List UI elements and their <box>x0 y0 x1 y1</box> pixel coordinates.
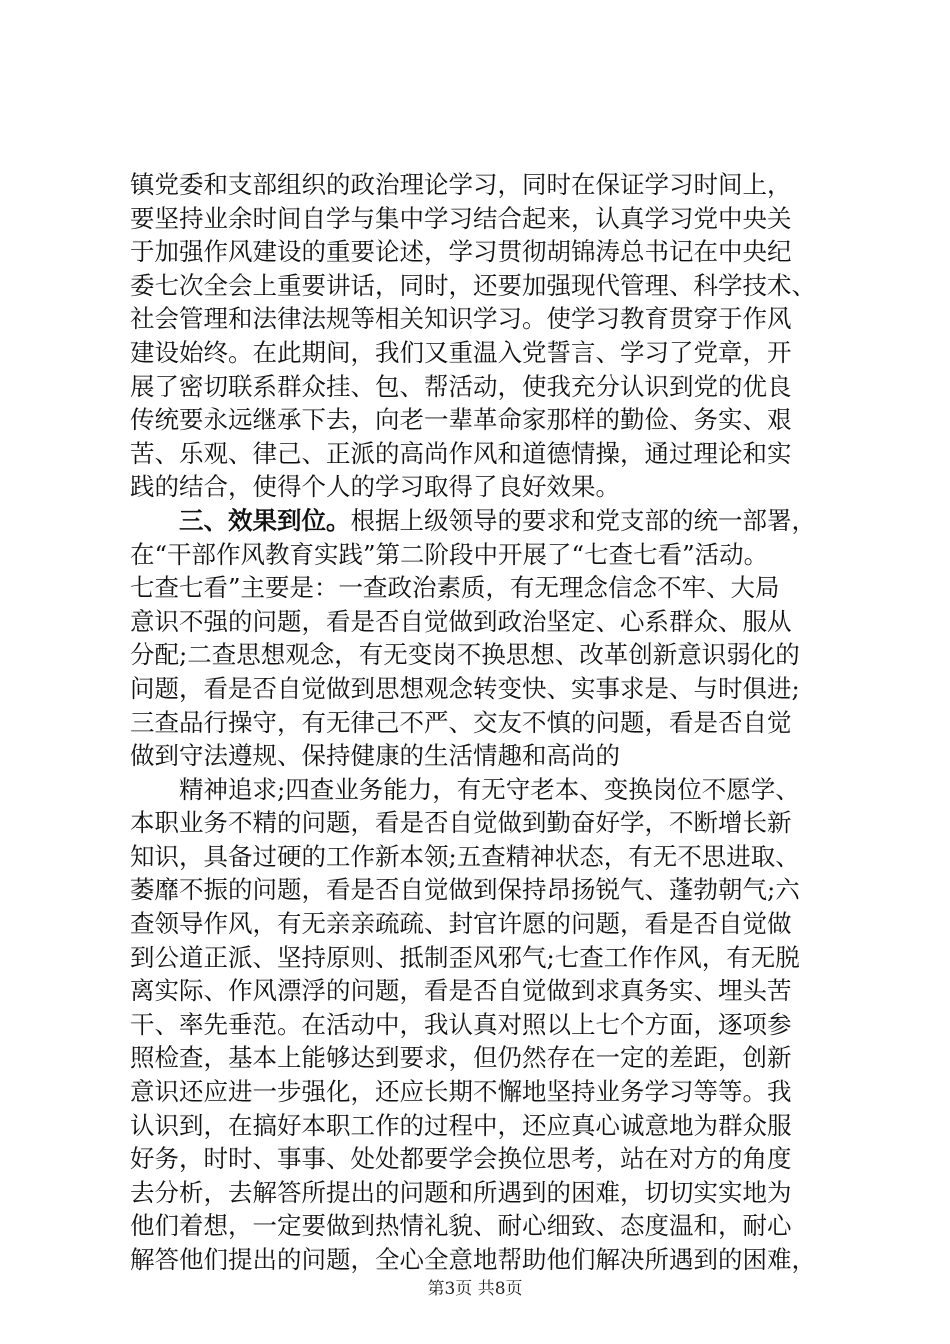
text-line: 展了密切联系群众挂、包、帮活动，使我充分认识到党的优良 <box>130 371 792 401</box>
text-line: 三查品行操守，有无律己不严、交友不慎的问题，看是否自觉 <box>130 707 792 737</box>
text-line: 苦、乐观、律己、正派的高尚作风和道德情操，通过理论和实 <box>130 438 792 468</box>
text-line: 建设始终。在此期间，我们又重温入党誓言、学习了党章，开 <box>130 337 792 367</box>
page-footer: 第3页 共8页 <box>427 1279 523 1299</box>
text-line: 他们着想，一定要做到热情礼貌、耐心细致、态度温和，耐心 <box>130 1211 792 1241</box>
document-body <box>130 168 830 1277</box>
text-line: 要坚持业余时间自学与集中学习结合起来，认真学习党中央关 <box>130 203 792 233</box>
text-line: 到公道正派、坚持原则、抵制歪风邪气;七查工作作风，有无脱 <box>130 942 800 972</box>
text-line: 七查七看”主要是：一查政治素质，有无理念信念不牢、大局 <box>130 573 780 603</box>
text-line: 解答他们提出的问题，全心全意地帮助他们解决所遇到的困难， <box>130 1245 816 1274</box>
section-3-first-line <box>130 504 830 538</box>
text-line: 传统要永远继承下去，向老一辈革命家那样的勤俭、务实、艰 <box>130 405 792 435</box>
text-line: 萎靡不振的问题，看是否自觉做到保持昂扬锐气、蓬勃朝气;六 <box>130 875 800 905</box>
text-line: 委七次全会上重要讲话，同时，还要加强现代管理、科学技术、 <box>130 270 816 300</box>
text-line: 干、率先垂范。在活动中，我认真对照以上七个方面，逐项参 <box>130 1009 792 1039</box>
text-line: 于加强作风建设的重要论述，学习贯彻胡锦涛总书记在中央纪 <box>130 237 792 267</box>
text-line: 好务，时时、事事、处处都要学会换位思考，站在对方的角度 <box>130 1144 792 1174</box>
text-line: 社会管理和法律法规等相关知识学习。使学习教育贯穿于作风 <box>130 304 792 334</box>
text-line: 意识不强的问题，看是否自觉做到政治坚定、心系群众、服从 <box>130 606 792 636</box>
text-line: 离实际、作风漂浮的问题，看是否自觉做到求真务实、埋头苦 <box>130 976 792 1006</box>
text-line: 认识到，在搞好本职工作的过程中，还应真心诚意地为群众服 <box>130 1110 792 1140</box>
paragraph-first-line: 精神追求;四查业务能力，有无守老本、变换岗位不愿学、 <box>179 774 800 804</box>
text-line: 意识还应进一步强化，还应长期不懈地坚持业务学习等等。我 <box>130 1077 792 1107</box>
text-line: 践的结合，使得个人的学习取得了良好效果。 <box>130 472 620 502</box>
text-line: 照检查，基本上能够达到要求，但仍然存在一定的差距，创新 <box>130 1043 792 1073</box>
text-line: 本职业务不精的问题，看是否自觉做到勤奋好学，不断增长新 <box>130 808 792 838</box>
text-line: 镇党委和支部组织的政治理论学习，同时在保证学习时间上， <box>130 170 792 199</box>
section-3-first-text: 根据上级领导的要求和党支部的统一部署， <box>350 505 816 535</box>
text-line: 知识，具备过硬的工作新本领;五查精神状态，有无不思进取、 <box>130 841 800 871</box>
text-line: 在“干部作风教育实践”第二阶段中开展了“七查七看”活动。 <box>130 539 769 569</box>
text-line: 查领导作风，有无亲亲疏疏、封官许愿的问题，看是否自觉做 <box>130 909 792 939</box>
text-line: 去分析，去解答所提出的问题和所遇到的困难，切切实实地为 <box>130 1177 792 1207</box>
text-line: 分配;二查思想观念，有无变岗不换思想、改革创新意识弱化的 <box>130 640 800 670</box>
text-line: 做到守法遵规、保持健康的生活情趣和高尚的 <box>130 741 620 771</box>
section-3-heading: 三、效果到位。 <box>179 505 351 535</box>
text-line: 问题，看是否自觉做到思想观念转变快、实事求是、与时俱进; <box>130 673 800 703</box>
